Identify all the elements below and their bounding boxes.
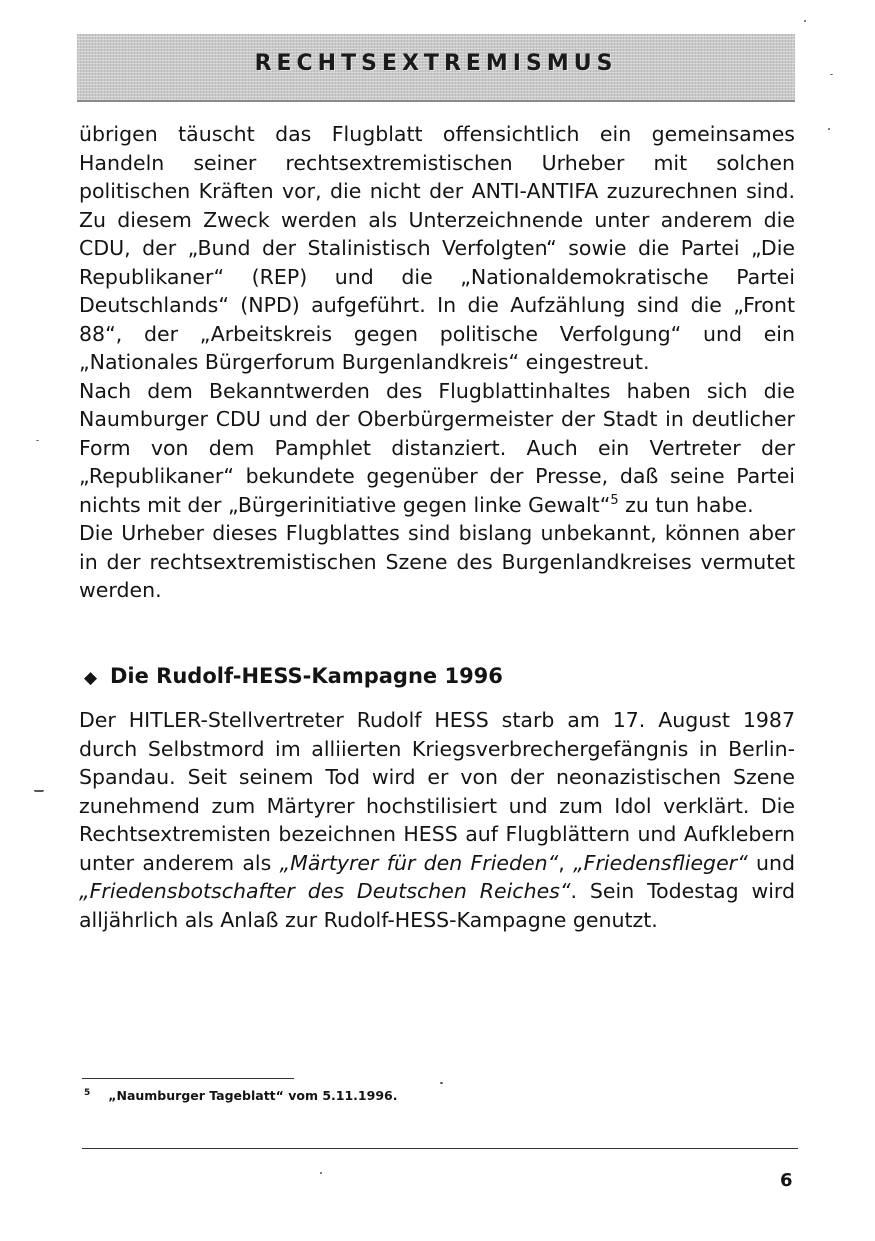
separator-text: , (558, 850, 574, 875)
paragraph: Die Urheber dieses Flugblattes sind bislang unbekannt, können aber in der rechtsextremistischen Szene des Burgenlandkreises vermutet werden. (79, 521, 795, 602)
paragraph-text: . Sein Todestag wird alljährlich als Anlaß zur Rudolf-HESS-Kampagne genutzt. (79, 879, 796, 932)
footnote-text: „Naumburger Tageblatt“ vom 5.11.1996. (108, 1088, 398, 1104)
running-header-title: RECHTSEXTREMISMUS (254, 51, 618, 76)
diamond-icon: ◆ (84, 668, 98, 688)
quote-italic: „Friedensbotschafter des Deutschen Reiches“ (79, 879, 571, 903)
footnote-divider (82, 1078, 294, 1079)
section-heading-text: Die Rudolf-HESS-Kampagne 1996 (110, 664, 503, 688)
scan-speck (36, 440, 39, 441)
paragraph-text: Der HITLER-Stellvertreter Rudolf HESS starb am 17. August 1987 durch Selbstmord im alliierten Kriegsverbrechergefängnis in Berlin-Spandau. Seit seinem Tod wird er von der neonazistischen Szene zunehmend zum Märtyrer hochstilisiert und zum Idol verklärt. Die Rechtsextremisten bezeichnen HESS auf Flugblättern und Aufklebern unter anderem als (79, 708, 795, 875)
footnote (84, 1088, 397, 1103)
footnote-reference: 5 (610, 492, 619, 508)
paragraph: übrigen täuscht das Flugblatt offensichtlich ein gemeinsames Handeln seiner rechtsextremistischen Urheber mit solchen politischen Kräften vor, die nicht der ANTI-ANTIFA zuzurechnen sind. Zu diesem Zweck werden als Unterzeichnende unter anderem die CDU, der „Bund der Stalinistisch Verfolgten“ sowie die Partei „Die Republikaner“ (REP) und die „Nationaldemokratische Partei Deutschlands“ (NPD) aufgeführt. In die Aufzählung sind die „Front 88“, der „Arbeitskreis gegen politische Verfolgung“ und ein „Nationales Bürgerforum Burgenlandkreis“ eingestreut. (79, 122, 795, 374)
paragraph-tail: zu tun habe. (618, 492, 754, 517)
scan-speck (34, 790, 44, 792)
page-footer-rule (82, 1148, 798, 1149)
paragraph (79, 706, 795, 934)
quote-italic: „Friedensflieger“ (573, 850, 748, 875)
footnote-number: 5 (84, 1088, 91, 1098)
separator-text: und (747, 850, 795, 875)
scan-speck (320, 1172, 322, 1174)
section-text-block (79, 706, 795, 934)
paragraph (79, 377, 795, 520)
quote-italic: „Märtyrer für den Frieden“ (279, 850, 559, 875)
section-heading (84, 662, 503, 692)
scan-speck (830, 74, 833, 75)
paragraph-text: Nach dem Bekanntwerden des Flugblattinhaltes haben sich die Naumburger CDU und der Oberbürgermeister der Stadt in deutlicher Form von dem Pamphlet distanziert. Auch ein Vertreter der „Republikaner“ bekundete gegenüber der Presse, daß seine Partei nichts mit der „Bürgerinitiative gegen linke Gewalt“ (79, 378, 795, 517)
intro-text-block (79, 120, 795, 605)
scan-speck (804, 20, 806, 22)
page-number: 6 (780, 1170, 793, 1191)
header-band (77, 34, 795, 102)
scan-speck (828, 128, 830, 130)
scan-speck (440, 1082, 443, 1084)
